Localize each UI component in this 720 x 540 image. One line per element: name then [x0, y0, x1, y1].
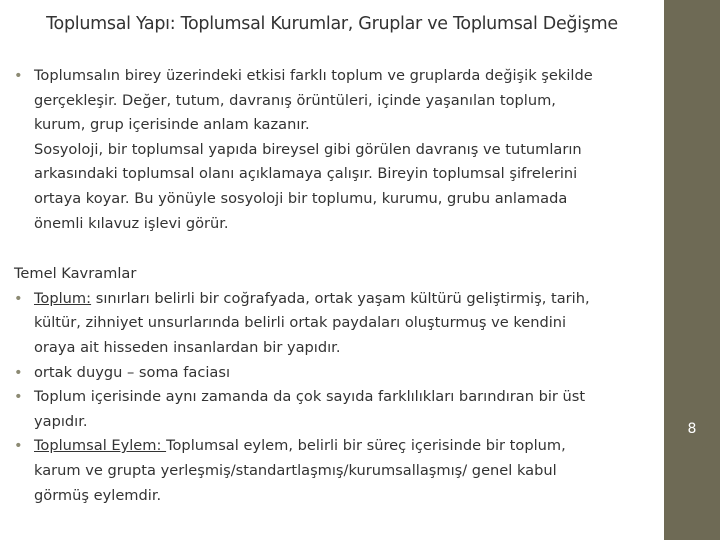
bullet-text: sınırları belirli bir coğrafyada, ortak yaşam kültürü geliştirmiş, tarih, [91, 289, 590, 307]
bullet-icon: • [14, 67, 23, 84]
bullet-ust-yapi [14, 385, 660, 434]
bullet-toplumsal-eylem [14, 434, 660, 508]
bullet-icon: • [14, 289, 23, 307]
bullet-text: Toplumsal eylem, belirli bir süreç içerisinde bir toplum, [166, 437, 566, 455]
term-toplumsal-eylem: Toplumsal Eylem: [34, 437, 167, 455]
bullet-line: kültür, zihniyet unsurlarında belirli ortak paydaları oluşturmuş ve kendini [34, 314, 567, 332]
bullet-line: yapıdır. [34, 412, 88, 430]
bullet-line: Toplum içerisinde aynı zamanda da çok sayıda farklılıkları barındıran bir üst [34, 388, 586, 406]
bracket-left-icon: { [668, 416, 688, 451]
bullet-line: ortak duygu – soma faciası [34, 363, 231, 381]
bullet-icon: • [14, 437, 23, 455]
bullet-line: oraya ait hisseden insanlardan bir yapıdır. [34, 338, 341, 356]
bullet-icon: • [14, 388, 23, 406]
intro-line: Toplumsalın birey üzerindeki etkisi farklı toplum ve gruplarda değişik şekilde [34, 67, 593, 84]
intro-line: ortaya koyar. Bu yönüyle sosyoloji bir toplumu, kurumu, grubu anlamada [34, 189, 568, 207]
term-toplum: Toplum: [34, 289, 92, 307]
intro-line: Sosyoloji, bir toplumsal yapıda bireysel gibi görülen davranış ve tutumların [34, 140, 582, 158]
intro-bullet [14, 64, 660, 236]
page-number-badge [662, 413, 720, 457]
intro-line: önemli kılavuz işlevi görür. [34, 214, 229, 232]
bullet-line [34, 287, 660, 312]
bracket-right-icon: } [698, 416, 718, 451]
intro-line: gerçekleşir. Değer, tutum, davranış örüntüleri, içinde yaşanılan toplum, [34, 91, 556, 109]
bullet-line [34, 434, 660, 459]
bullet-line: görmüş eylemdir. [34, 486, 162, 504]
intro-line: kurum, grup içerisinde anlam kazanır. [34, 116, 310, 134]
spacer [14, 236, 660, 262]
slide-title: Toplumsal Yapı: Toplumsal Kurumlar, Gruplar ve Toplumsal Değişme [46, 14, 618, 34]
intro-line: arkasındaki toplumsal olanı açıklamaya çalışır. Bireyin toplumsal şifrelerini [34, 165, 578, 183]
bullet-toplum [14, 287, 660, 361]
bullet-line: karum ve grupta yerleşmiş/standartlaşmış/kurumsallaşmış/ genel kabul [34, 461, 557, 479]
sidebar-band [664, 0, 720, 540]
section-heading: Temel Kavramlar [14, 265, 137, 283]
bullet-ortak-duygu [14, 361, 660, 386]
page-number: 8 [687, 421, 697, 437]
bullet-icon: • [14, 363, 23, 381]
slide-content [14, 64, 660, 508]
